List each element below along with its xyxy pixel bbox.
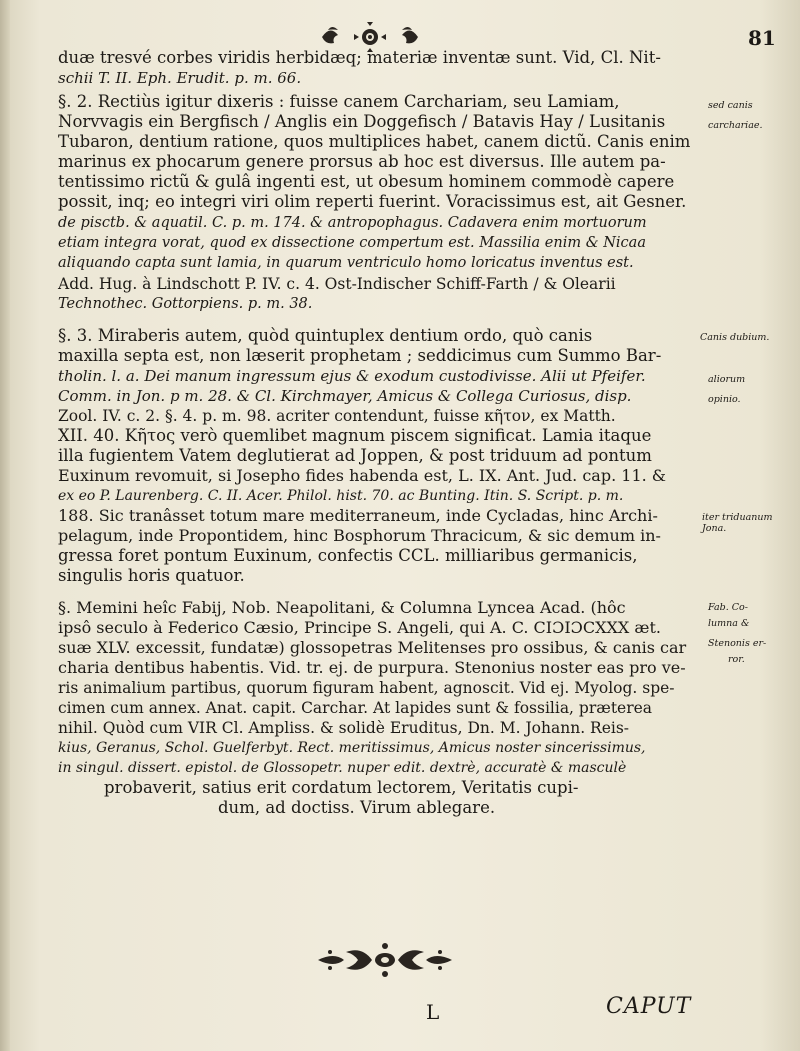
text-line: etiam integra vorat, quod ex dissectione compertum est. Massilia enim & Nicaa xyxy=(58,235,646,251)
text-line: illa fugientem Vatem deglutierat ad Joppen, & post triduum ad pontum xyxy=(58,446,652,465)
margin-note: carchariae. xyxy=(708,120,763,131)
page-gutter-shadow xyxy=(0,0,10,1051)
text-line: Add. Hug. à Lindschott P. IV. c. 4. Ost-Indischer Schiff-Farth / & Olearii xyxy=(58,275,616,293)
tailpiece-ornament xyxy=(310,940,460,980)
text-line: schii T. II. Eph. Erudit. p. m. 66. xyxy=(58,69,302,87)
text-line: gressa foret pontum Euxinum, confectis CCL. milliaribus germanicis, xyxy=(58,546,638,565)
text-line: probaverit, satius erit cordatum lectorem, Veritatis cupi- xyxy=(104,778,579,797)
text-line: nihil. Quòd cum VIR Cl. Ampliss. & solidè Eruditus, Dn. M. Johann. Reis- xyxy=(58,719,630,737)
text-line: de pisctb. & aquatil. C. p. m. 174. & antropophagus. Cadavera enim mortuorum xyxy=(58,215,647,231)
text-line: tentissimo rictũ & gulâ ingenti est, ut obesum hominem commodè capere xyxy=(58,172,675,191)
text-line: marinus ex phocarum genere prorsus ab hoc est diversus. Ille autem pa- xyxy=(58,152,666,171)
margin-note: iter triduanum Jona. xyxy=(702,512,773,534)
text-line: 188. Sic tranâsset totum mare mediterraneum, inde Cycladas, hinc Archi- xyxy=(58,506,658,525)
text-line: Euxinum revomuit, si Josepho fides habenda est, L. IX. Ant. Jud. cap. 11. & xyxy=(58,466,667,485)
text-line: Comm. in Jon. p m. 28. & Cl. Kirchmayer, Amicus & Collega Curiosus, disp. xyxy=(58,387,632,405)
text-line: singulis horis quatuor. xyxy=(58,566,245,585)
margin-note: lumna & xyxy=(708,618,750,629)
text-line: ris animalium partibus, quorum figuram habent, agnoscit. Vid ej. Myolog. spe- xyxy=(58,679,675,697)
text-line: duæ tresvé corbes viridis herbidæq; materiæ inventæ sunt. Vid, Cl. Nit- xyxy=(58,48,661,67)
margin-note: aliorum xyxy=(708,374,746,385)
text-line: cimen cum annex. Anat. capit. Carchar. At lapides sunt & fossilia, præterea xyxy=(58,699,653,717)
text-line: dum, ad doctiss. Virum ablegare. xyxy=(218,798,496,817)
text-line: XII. 40. Κῆτος verò quemlibet magnum piscem significat. Lamia itaque xyxy=(58,426,652,445)
text-line: suæ XLV. excessit, fundatæ) glossopetras Melitenses pro ossibus, & canis car xyxy=(58,638,687,657)
text-line: kius, Geranus, Schol. Guelferbyt. Rect. meritissimus, Amicus noster sincerissimus, xyxy=(58,740,646,756)
margin-note: Canis dubium. xyxy=(700,332,770,343)
catchword: CAPUT xyxy=(606,994,692,1019)
text-line: ipsô seculo à Federico Cæsio, Principe S. Angeli, qui A. C. CIƆIƆCXXX æt. xyxy=(58,618,661,637)
text-line: aliquando capta sunt lamia, in quarum ventriculo homo loricatus inventus est. xyxy=(58,255,634,271)
signature-mark: L xyxy=(426,1000,440,1024)
margin-note: ror. xyxy=(728,654,745,665)
text-line: tholin. l. a. Dei manum ingressum ejus & exodum custodivisse. Alii ut Pfeifer. xyxy=(58,367,646,385)
text-line: Norvvagis ein Bergfisch / Anglis ein Doggefisch / Batavis Hay / Lusitanis xyxy=(58,112,666,131)
text-line: Tubaron, dentium ratione, quos multiplices habet, canem dictũ. Canis enim xyxy=(58,132,691,151)
text-line: §. Memini heîc Fabij, Nob. Neapolitani, & Columna Lyncea Acad. (hôc xyxy=(58,598,626,617)
text-line: ex eo P. Laurenberg. C. II. Acer. Philol. hist. 70. ac Bunting. Itin. S. Script. p. m. xyxy=(58,488,624,504)
margin-note: sed canis xyxy=(708,100,753,111)
text-line: possit, inq; eo integri viri olim reperti fuerint. Voracissimus est, ait Gesner. xyxy=(58,192,687,211)
page-number: 81 xyxy=(748,26,776,50)
margin-note: opinio. xyxy=(708,394,741,405)
text-line: §. 3. Miraberis autem, quòd quintuplex dentium ordo, quò canis xyxy=(58,326,593,345)
margin-note: Fab. Co- xyxy=(708,602,748,613)
text-line: Technothec. Gottorpiens. p. m. 38. xyxy=(58,296,313,312)
text-line: pelagum, inde Propontidem, hinc Bosphorum Thracicum, & sic demum in- xyxy=(58,526,661,545)
text-line: charia dentibus habentis. Vid. tr. ej. de purpura. Stenonius noster eas pro ve- xyxy=(58,658,686,677)
text-line: maxilla septa est, non læserit prophetam ; seddicimus cum Summo Bar- xyxy=(58,346,662,365)
text-line: Zool. IV. c. 2. §. 4. p. m. 98. acriter contendunt, fuisse κῆτον, ex Matth. xyxy=(58,407,616,425)
text-line: in singul. dissert. epistol. de Glossopetr. nuper edit. dextrè, accuratè & masculè xyxy=(58,760,627,776)
text-line: §. 2. Rectiùs igitur dixeris : fuisse canem Carchariam, seu Lamiam, xyxy=(58,92,620,111)
margin-note: Stenonis er- xyxy=(708,638,767,649)
